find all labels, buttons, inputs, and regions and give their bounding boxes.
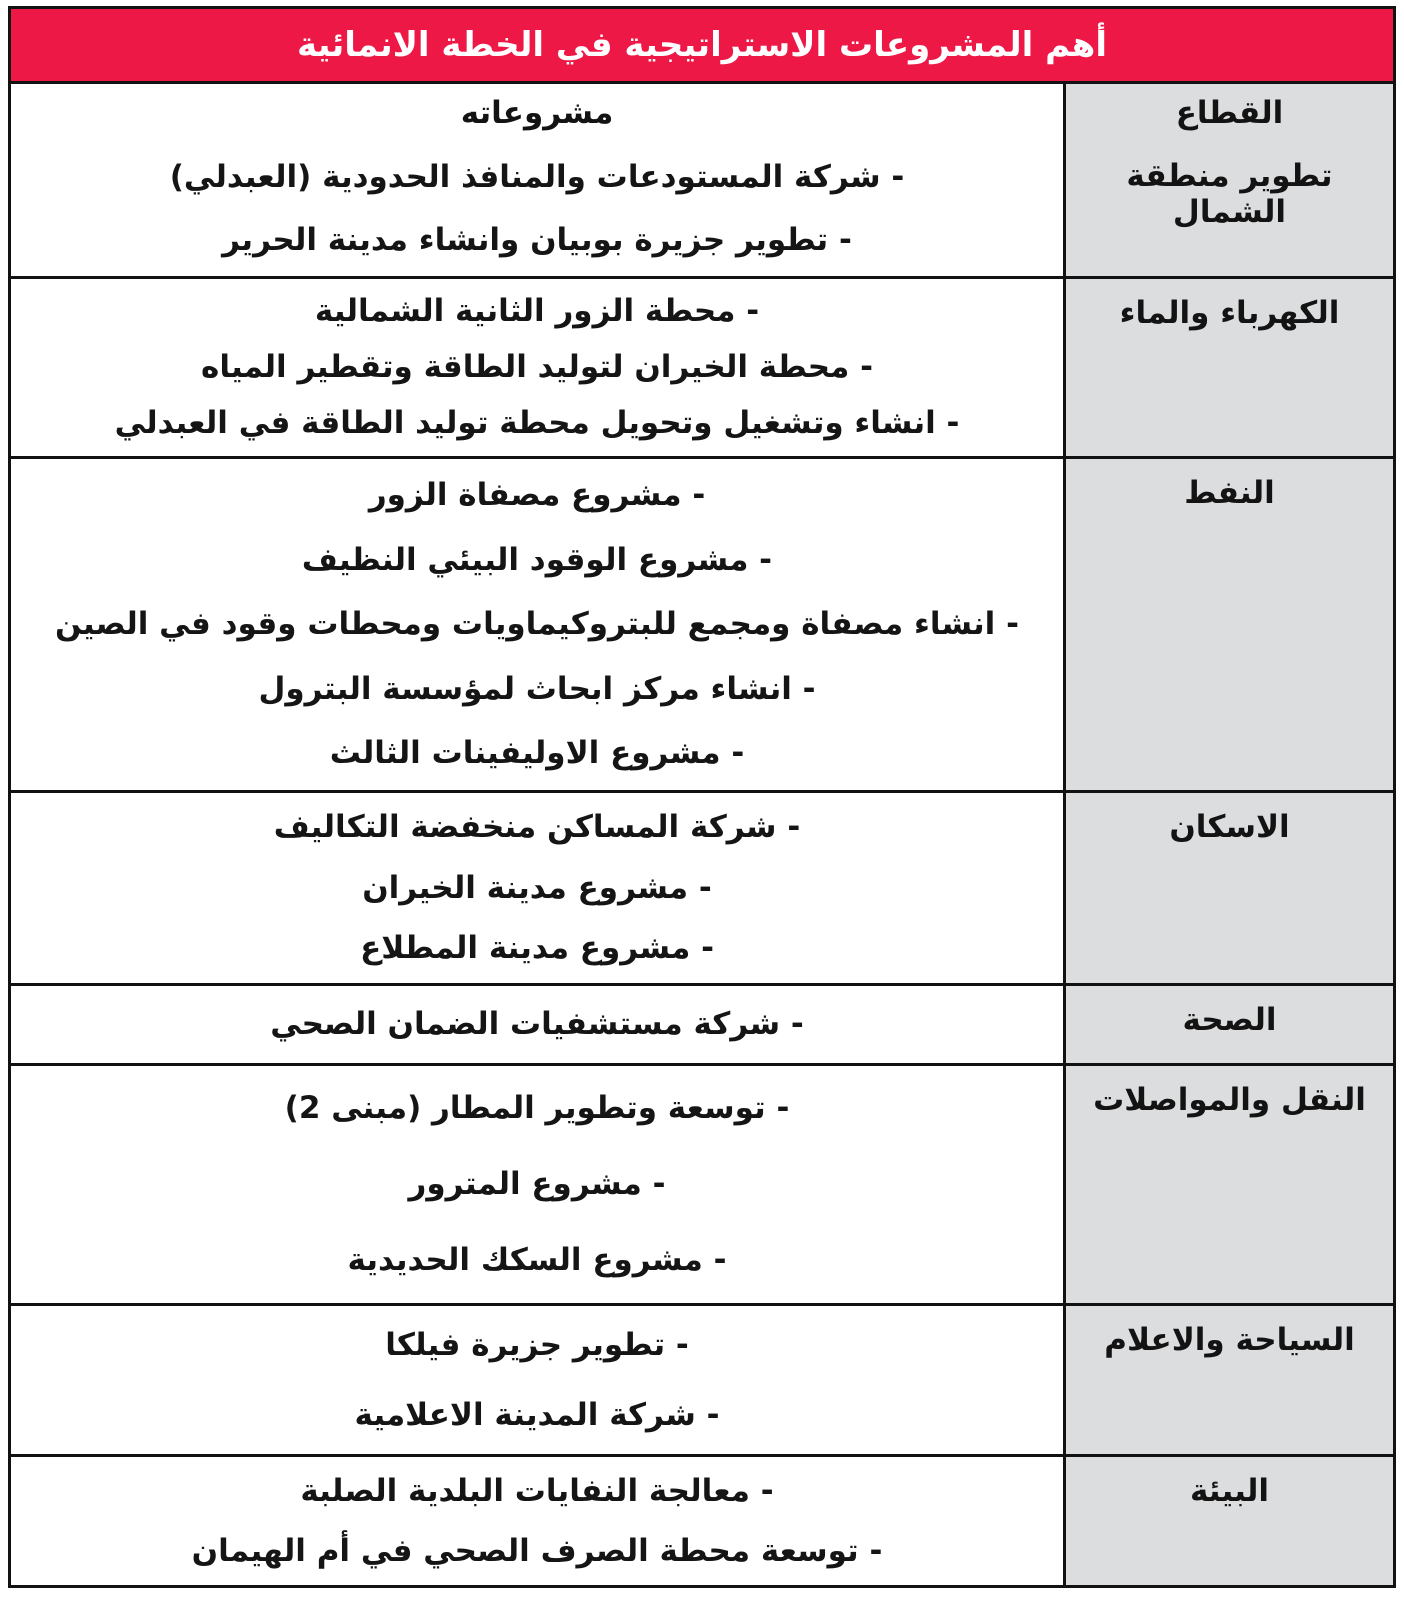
sector-cell: السياحة والاعلام: [1063, 1306, 1393, 1454]
projects-cell: [11, 1306, 1063, 1454]
project-line: - مشروع مدينة الخيران: [362, 869, 712, 906]
project-line: - انشاء وتشغيل وتحويل محطة توليد الطاقة في العبدلي: [114, 405, 960, 442]
project-line: - مشروع المترور: [408, 1166, 666, 1203]
table-body: [11, 142, 1393, 1585]
project-line: - معالجة النفايات البلدية الصلبة: [300, 1472, 774, 1509]
projects-cell: [11, 793, 1063, 983]
table-row: [11, 1454, 1393, 1585]
projects-cell: [11, 1066, 1063, 1303]
projects-cell: [11, 986, 1063, 1063]
sector-cell: الكهرباء والماء: [1063, 279, 1393, 456]
table-row: [11, 790, 1393, 983]
project-line: - توسعة وتطوير المطار (مبنى 2): [284, 1089, 790, 1126]
project-line: - شركة المدينة الاعلامية: [354, 1396, 720, 1433]
projects-cell: [11, 459, 1063, 790]
project-line: - شركة المساكن منخفضة التكاليف: [273, 808, 801, 845]
project-line: - محطة الزور الثانية الشمالية: [314, 292, 760, 329]
table-header-row: [11, 84, 1393, 142]
sector-cell: الصحة: [1063, 986, 1393, 1063]
project-line: - انشاء مصفاة ومجمع للبتروكيماويات ومحطات وقود في الصين: [55, 606, 1019, 643]
table-row: [11, 142, 1393, 276]
projects-cell: [11, 279, 1063, 456]
table-row: [11, 276, 1393, 456]
sector-header-label: القطاع: [1175, 95, 1284, 131]
project-line: - محطة الخيران لتوليد الطاقة وتقطير المياه: [201, 349, 873, 386]
sector-cell: النفط: [1063, 459, 1393, 790]
project-line: - مشروع الوقود البيئي النظيف: [301, 541, 773, 578]
strategic-projects-table: [8, 6, 1396, 1588]
project-line: - شركة مستشفيات الضمان الصحي: [270, 1006, 804, 1043]
project-line: - تطوير جزيرة فيلكا: [385, 1326, 689, 1363]
project-line: - انشاء مركز ابحاث لمؤسسة البترول: [258, 670, 816, 707]
project-line: - مشروع مدينة المطلاع: [360, 930, 714, 967]
table-row: [11, 456, 1393, 790]
table-row: [11, 1303, 1393, 1454]
project-line: - توسعة محطة الصرف الصحي في أم الهيمان: [191, 1532, 883, 1569]
sector-cell: الاسكان: [1063, 793, 1393, 983]
projects-header-cell: [11, 84, 1063, 142]
sector-cell: البيئة: [1063, 1457, 1393, 1585]
project-line: - مشروع الاوليفينات الثالث: [329, 735, 745, 772]
project-line: - مشروع مصفاة الزور: [368, 476, 706, 513]
project-line: - تطوير جزيرة بوبيان وانشاء مدينة الحرير: [222, 222, 852, 259]
table-row: [11, 1063, 1393, 1303]
sector-cell: تطوير منطقة الشمال: [1063, 142, 1393, 276]
project-line: - شركة المستودعات والمنافذ الحدودية (العبدلي): [169, 159, 905, 196]
projects-cell: [11, 1457, 1063, 1585]
sector-cell: النقل والمواصلات: [1063, 1066, 1393, 1303]
table-title: أهم المشروعات الاستراتيجية في الخطة الانمائية: [11, 9, 1393, 84]
projects-cell: [11, 142, 1063, 276]
sector-header-cell: [1063, 84, 1393, 142]
projects-header-label: مشروعاته: [460, 95, 614, 131]
project-line: - مشروع السكك الحديدية: [347, 1242, 727, 1279]
table-row: [11, 983, 1393, 1063]
